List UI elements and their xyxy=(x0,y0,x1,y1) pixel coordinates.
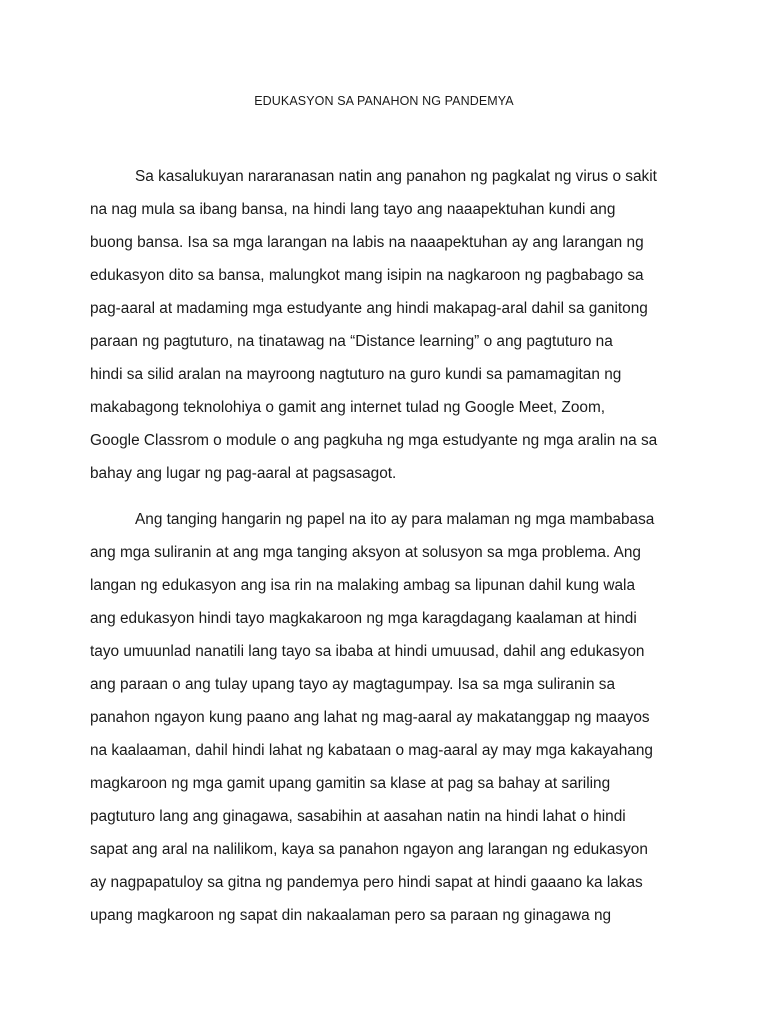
paragraph-2-line: pagtuturo lang ang ginagawa, sasabihin at aasahan natin na hindi lahat o hindi xyxy=(90,808,626,825)
paragraph-2-line: panahon ngayon kung paano ang lahat ng mag-aaral ay makatanggap ng maayos xyxy=(90,709,650,726)
paragraph-1-line: pag-aaral at madaming mga estudyante ang hindi makapag-aral dahil sa ganitong xyxy=(90,300,648,317)
paragraph-2-line: na kaalaaman, dahil hindi lahat ng kabataan o mag-aaral ay may mga kakayahang xyxy=(90,742,653,759)
paragraph-2-line: tayo umuunlad nanatili lang tayo sa ibaba at hindi umuusad, dahil ang edukasyon xyxy=(90,643,645,660)
paragraph-1-line: buong bansa. Isa sa mga larangan na labis na naaapektuhan ay ang larangan ng xyxy=(90,234,644,251)
paragraph-2-line: upang magkaroon ng sapat din nakaalaman pero sa paraan ng ginagawa ng xyxy=(90,907,612,924)
paragraph-2-line: ang edukasyon hindi tayo magkakaroon ng mga karagdagang kaalaman at hindi xyxy=(90,610,637,627)
paragraph-2-line: Ang tanging hangarin ng papel na ito ay para malaman ng mga mambabasa xyxy=(135,511,655,528)
paragraph-2-line: magkaroon ng mga gamit upang gamitin sa klase at pag sa bahay at sariling xyxy=(90,775,611,792)
paragraph-1-line: Google Classrom o module o ang pagkuha ng mga estudyante ng mga aralin na sa xyxy=(90,432,658,449)
paragraph-2-line: langan ng edukasyon ang isa rin na malaking ambag sa lipunan dahil kung wala xyxy=(90,577,636,594)
paragraph-2-line: sapat ang aral na nalilikom, kaya sa panahon ngayon ang larangan ng edukasyon xyxy=(90,841,648,858)
paragraph-2-line: ang mga suliranin at ang mga tanging aksyon at solusyon sa mga problema. Ang xyxy=(90,544,641,561)
paragraph-1-line: makabagong teknolohiya o gamit ang internet tulad ng Google Meet, Zoom, xyxy=(90,399,606,416)
paragraph-2-line: ay nagpapatuloy sa gitna ng pandemya pero hindi sapat at hindi gaaano ka lakas xyxy=(90,874,643,891)
paragraph-1-line: na nag mula sa ibang bansa, na hindi lang tayo ang naaapektuhan kundi ang xyxy=(90,201,616,218)
paragraph-1-line: edukasyon dito sa bansa, malungkot mang isipin na nagkaroon ng pagbabago sa xyxy=(90,267,644,284)
paragraph-1-line: hindi sa silid aralan na mayroong nagtuturo na guro kundi sa pamamagitan ng xyxy=(90,366,622,383)
paragraph-1-line: paraan ng pagtuturo, na tinatawag na “Distance learning” o ang pagtuturo na xyxy=(90,333,613,350)
document-title: EDUKASYON SA PANAHON NG PANDEMYA xyxy=(254,94,514,108)
paragraph-1-line: bahay ang lugar ng pag-aaral at pagsasagot. xyxy=(90,465,397,482)
paragraph-1-line: Sa kasalukuyan nararanasan natin ang panahon ng pagkalat ng virus o sakit xyxy=(135,168,657,185)
paragraph-2-line: ang paraan o ang tulay upang tayo ay magtagumpay. Isa sa mga suliranin sa xyxy=(90,676,616,693)
